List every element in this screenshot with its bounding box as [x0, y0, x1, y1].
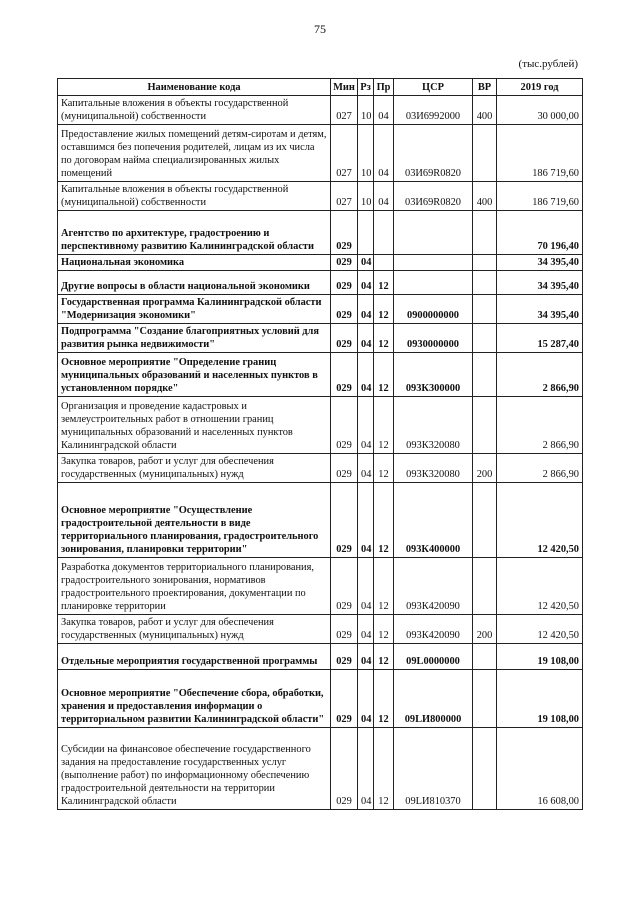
- cell-min: 029: [331, 295, 358, 324]
- cell-name: Закупка товаров, работ и услуг для обеспечения государственных (муниципальных) нужд: [58, 454, 331, 483]
- cell-amount: 30 000,00: [497, 96, 583, 125]
- cell-pr: 12: [374, 397, 394, 454]
- cell-vr: [473, 728, 497, 810]
- cell-rz: 04: [358, 483, 374, 558]
- cell-rz: 10: [358, 96, 374, 125]
- table-row: [58, 644, 583, 670]
- cell-csr: 093К420090: [394, 558, 473, 615]
- cell-amount: 19 108,00: [497, 670, 583, 728]
- cell-csr: 093К420090: [394, 615, 473, 644]
- cell-rz: 10: [358, 182, 374, 211]
- column-header-csr: ЦСР: [394, 79, 473, 96]
- cell-amount: 2 866,90: [497, 353, 583, 397]
- cell-rz: 04: [358, 558, 374, 615]
- cell-rz: [358, 211, 374, 255]
- cell-amount: 34 395,40: [497, 271, 583, 295]
- cell-csr: 03И69R0820: [394, 182, 473, 211]
- cell-vr: [473, 670, 497, 728]
- cell-name: Субсидии на финансовое обеспечение государственного задания на предоставление государственных услуг (выполнение работ) по информационному обеспечению градостроительной деятельности на территории Калининградской области: [58, 728, 331, 810]
- column-header-vr: ВР: [473, 79, 497, 96]
- table-row: [58, 483, 583, 558]
- table-row: [58, 397, 583, 454]
- cell-amount: 12 420,50: [497, 615, 583, 644]
- table-row: [58, 255, 583, 271]
- cell-name: Отдельные мероприятия государственной программы: [58, 644, 331, 670]
- cell-rz: 04: [358, 644, 374, 670]
- cell-vr: 400: [473, 182, 497, 211]
- cell-name: Государственная программа Калининградской области "Модернизация экономики": [58, 295, 331, 324]
- cell-vr: [473, 558, 497, 615]
- cell-csr: 093К300000: [394, 353, 473, 397]
- cell-amount: 2 866,90: [497, 397, 583, 454]
- cell-csr: 09LИ800000: [394, 670, 473, 728]
- table-row: [58, 211, 583, 255]
- cell-name: Другие вопросы в области национальной экономики: [58, 271, 331, 295]
- cell-min: 029: [331, 255, 358, 271]
- cell-amount: 19 108,00: [497, 644, 583, 670]
- cell-pr: 12: [374, 295, 394, 324]
- cell-min: 029: [331, 558, 358, 615]
- cell-vr: [473, 211, 497, 255]
- table-row: [58, 615, 583, 644]
- column-header-name: Наименование кода: [58, 79, 331, 96]
- column-header-2019: 2019 год: [497, 79, 583, 96]
- cell-amount: 186 719,60: [497, 125, 583, 182]
- cell-name: Организация и проведение кадастровых и землеустроительных работ в отношении границ муниципальных образований и населенных пунктов Калининградской области: [58, 397, 331, 454]
- cell-pr: 12: [374, 558, 394, 615]
- cell-pr: [374, 211, 394, 255]
- cell-name: Подпрограмма "Создание благоприятных условий для развития рынка недвижимости": [58, 324, 331, 353]
- cell-csr: [394, 255, 473, 271]
- cell-vr: [473, 295, 497, 324]
- cell-vr: [473, 271, 497, 295]
- cell-rz: 04: [358, 353, 374, 397]
- cell-min: 029: [331, 397, 358, 454]
- cell-rz: 04: [358, 271, 374, 295]
- cell-csr: 09LИ810370: [394, 728, 473, 810]
- cell-pr: 12: [374, 271, 394, 295]
- cell-min: 027: [331, 125, 358, 182]
- cell-min: 029: [331, 324, 358, 353]
- cell-name: Национальная экономика: [58, 255, 331, 271]
- table-row: [58, 295, 583, 324]
- table-row: [58, 271, 583, 295]
- cell-min: 029: [331, 353, 358, 397]
- cell-min: 029: [331, 670, 358, 728]
- cell-min: 029: [331, 615, 358, 644]
- cell-rz: 04: [358, 397, 374, 454]
- table-row: [58, 125, 583, 182]
- cell-amount: 15 287,40: [497, 324, 583, 353]
- cell-pr: 12: [374, 353, 394, 397]
- cell-amount: 34 395,40: [497, 255, 583, 271]
- cell-vr: [473, 483, 497, 558]
- cell-pr: 12: [374, 670, 394, 728]
- cell-min: 029: [331, 483, 358, 558]
- cell-csr: 03И6992000: [394, 96, 473, 125]
- cell-vr: 200: [473, 615, 497, 644]
- cell-vr: 200: [473, 454, 497, 483]
- cell-rz: 04: [358, 295, 374, 324]
- cell-min: 029: [331, 728, 358, 810]
- cell-vr: [473, 125, 497, 182]
- cell-min: 027: [331, 96, 358, 125]
- table-body: [58, 96, 583, 810]
- cell-min: 027: [331, 182, 358, 211]
- table-row: [58, 728, 583, 810]
- cell-vr: [473, 644, 497, 670]
- cell-amount: 2 866,90: [497, 454, 583, 483]
- column-header-min: Мин: [331, 79, 358, 96]
- cell-amount: 34 395,40: [497, 295, 583, 324]
- cell-amount: 12 420,50: [497, 558, 583, 615]
- cell-csr: 093К320080: [394, 454, 473, 483]
- cell-vr: [473, 353, 497, 397]
- cell-pr: [374, 255, 394, 271]
- cell-csr: [394, 211, 473, 255]
- cell-vr: 400: [473, 96, 497, 125]
- cell-pr: 12: [374, 454, 394, 483]
- cell-amount: 70 196,40: [497, 211, 583, 255]
- cell-csr: 0900000000: [394, 295, 473, 324]
- cell-min: 029: [331, 454, 358, 483]
- cell-pr: 04: [374, 96, 394, 125]
- cell-rz: 04: [358, 324, 374, 353]
- cell-csr: 093К320080: [394, 397, 473, 454]
- cell-rz: 04: [358, 255, 374, 271]
- cell-amount: 186 719,60: [497, 182, 583, 211]
- cell-pr: 12: [374, 644, 394, 670]
- cell-name: Основное мероприятие "Определение границ муниципальных образований и населенных пунктов в установленном порядке": [58, 353, 331, 397]
- table-row: [58, 558, 583, 615]
- cell-csr: [394, 271, 473, 295]
- cell-min: 029: [331, 211, 358, 255]
- cell-pr: 04: [374, 182, 394, 211]
- cell-pr: 12: [374, 615, 394, 644]
- cell-name: Закупка товаров, работ и услуг для обеспечения государственных (муниципальных) нужд: [58, 615, 331, 644]
- cell-vr: [473, 255, 497, 271]
- table-row: [58, 96, 583, 125]
- table-header-row: [58, 79, 583, 96]
- cell-vr: [473, 397, 497, 454]
- cell-name: Капитальные вложения в объекты государственной (муниципальной) собственности: [58, 182, 331, 211]
- budget-table: [57, 78, 583, 810]
- cell-pr: 12: [374, 324, 394, 353]
- cell-csr: 03И69R0820: [394, 125, 473, 182]
- column-header-pr: Пр: [374, 79, 394, 96]
- table-row: [58, 182, 583, 211]
- table-row: [58, 454, 583, 483]
- cell-amount: 12 420,50: [497, 483, 583, 558]
- page-number: 75: [314, 22, 326, 36]
- table-row: [58, 353, 583, 397]
- cell-name: Предоставление жилых помещений детям-сиротам и детям, оставшимся без попечения родителей, лицам из их числа по договорам найма специализированных жилых помещений: [58, 125, 331, 182]
- cell-rz: 04: [358, 728, 374, 810]
- cell-rz: 04: [358, 615, 374, 644]
- cell-min: 029: [331, 644, 358, 670]
- cell-name: Основное мероприятие "Обеспечение сбора, обработки, хранения и предоставления информации о территориальном развитии Калининградской области": [58, 670, 331, 728]
- cell-pr: 12: [374, 728, 394, 810]
- cell-pr: 12: [374, 483, 394, 558]
- cell-amount: 16 608,00: [497, 728, 583, 810]
- cell-name: Разработка документов территориального планирования, градостроительного зонирования, нормативов градостроительного проектирования, документации по планировке территории: [58, 558, 331, 615]
- cell-name: Агентство по архитектуре, градостроению и перспективному развитию Калининградской области: [58, 211, 331, 255]
- cell-rz: 04: [358, 670, 374, 728]
- cell-csr: 0930000000: [394, 324, 473, 353]
- column-header-rz: Рз: [358, 79, 374, 96]
- cell-min: 029: [331, 271, 358, 295]
- cell-csr: 09L0000000: [394, 644, 473, 670]
- units-label: (тыс.рублей): [518, 58, 578, 70]
- cell-rz: 04: [358, 454, 374, 483]
- cell-pr: 04: [374, 125, 394, 182]
- cell-rz: 10: [358, 125, 374, 182]
- cell-name: Капитальные вложения в объекты государственной (муниципальной) собственности: [58, 96, 331, 125]
- table-row: [58, 670, 583, 728]
- cell-vr: [473, 324, 497, 353]
- cell-name: Основное мероприятие "Осуществление градостроительной деятельности в виде территориального планирования, градостроительного зонирования, планировки территории": [58, 483, 331, 558]
- cell-csr: 093К400000: [394, 483, 473, 558]
- table-row: [58, 324, 583, 353]
